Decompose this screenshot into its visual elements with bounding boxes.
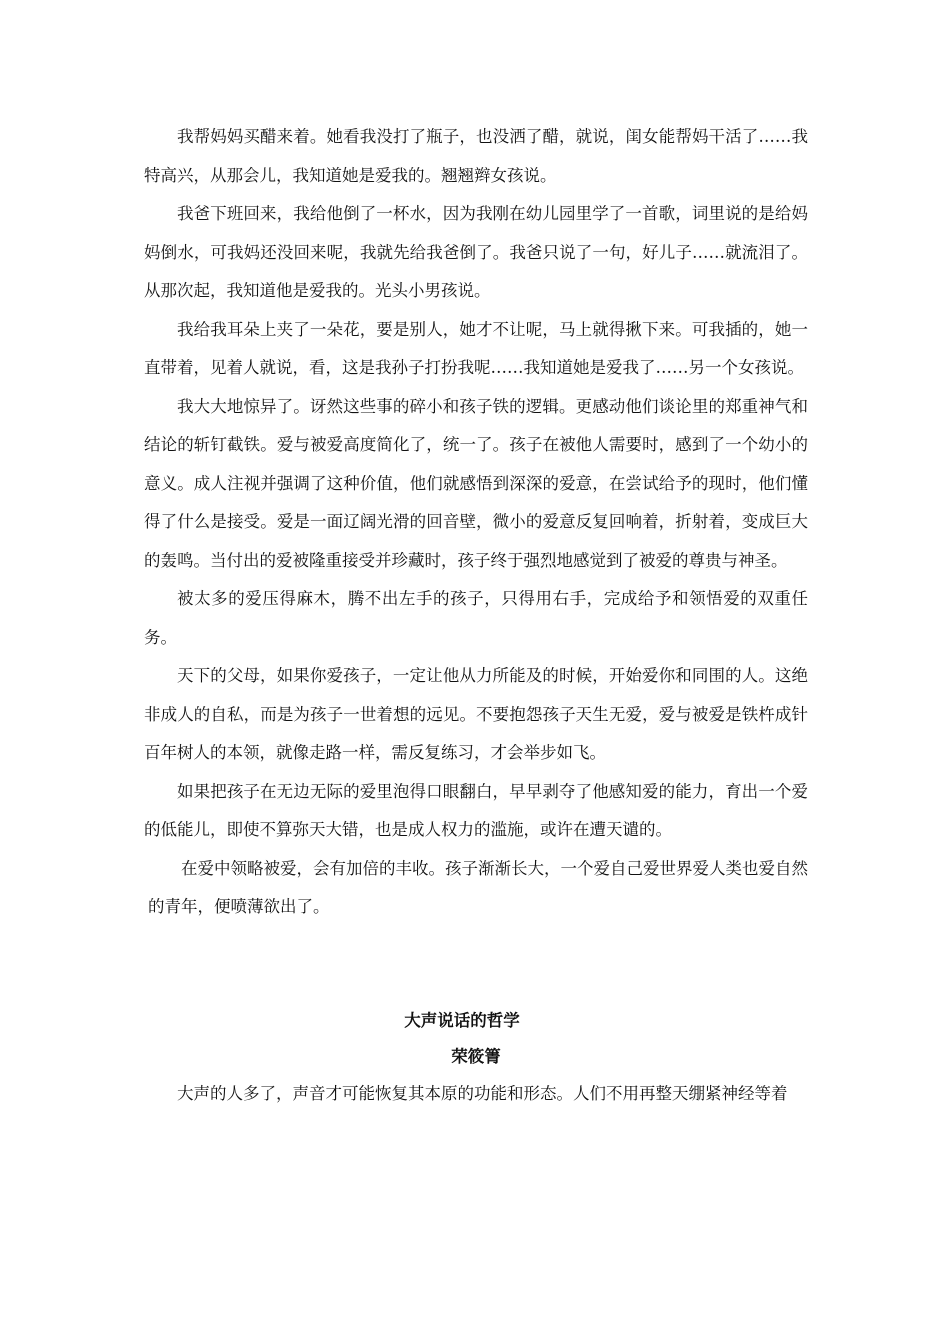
paragraph: 我帮妈妈买醋来着。她看我没打了瓶子，也没洒了醋，就说，闺女能帮妈干活了……我特高兴，从那会儿，我知道她是爱我的。翘翘辫女孩说。 [144,127,808,185]
paragraph: 我大大地惊异了。讶然这些事的碎小和孩子铁的逻辑。更感动他们谈论里的郑重神气和结论的斩钉截铁。爱与被爱高度简化了，统一了。孩子在被他人需要时，感到了一个幼小的意义。成人注视并强调了这种价值，他们就感悟到深深的爱意，在尝试给予的现时，他们懂得了什么是接受。爱是一面辽阔光滑的回音壁，微小的爱意反复回响着，折射着，变成巨大的轰鸣。当付出的爱被隆重接受并珍藏时，孩子终于强烈地感觉到了被爱的尊贵与神圣。 [144,396,808,570]
document-body [144,118,808,1113]
paragraph: 在爱中领略被爱，会有加倍的丰收。孩子渐渐长大，一个爱自己爱世界爱人类也爱自然的青年，便喷薄欲出了。 [148,858,808,916]
paragraph: 被太多的爱压得麻木，腾不出左手的孩子，只得用右手，完成给予和领悟爱的双重任务。 [144,589,808,647]
article-title: 大声说话的哲学 [404,1010,520,1030]
section-gap [144,927,808,1003]
paragraph: 天下的父母，如果你爱孩子，一定让他从力所能及的时候，开始爱你和同围的人。这绝非成人的自私，而是为孩子一世着想的远见。不要抱怨孩子天生无爱，爱与被爱是铁杵成针百年树人的本领，就像走路一样，需反复练习，才会举步如飞。 [144,666,808,762]
paragraph: 大声的人多了，声音才可能恢复其本原的功能和形态。人们不用再整天绷紧神经等着 [177,1083,788,1103]
paragraph: 如果把孩子在无边无际的爱里泡得口眼翻白，早早剥夺了他感知爱的能力，育出一个爱的低能儿，即使不算弥天大错，也是成人权力的滥施，或许在遭天谴的。 [144,781,808,839]
article-author: 荣筱箐 [451,1046,501,1066]
paragraph: 我爸下班回来，我给他倒了一杯水，因为我刚在幼儿园里学了一首歌，词里说的是给妈妈倒水，可我妈还没回来呢，我就先给我爸倒了。我爸只说了一句，好儿子……就流泪了。从那次起，我知道他是爱我的。光头小男孩说。 [144,204,808,300]
paragraph: 我给我耳朵上夹了一朵花，要是别人，她才不让呢，马上就得揪下来。可我插的，她一直带着，见着人就说，看，这是我孙子打扮我呢……我知道她是爱我了……另一个女孩说。 [144,319,808,377]
